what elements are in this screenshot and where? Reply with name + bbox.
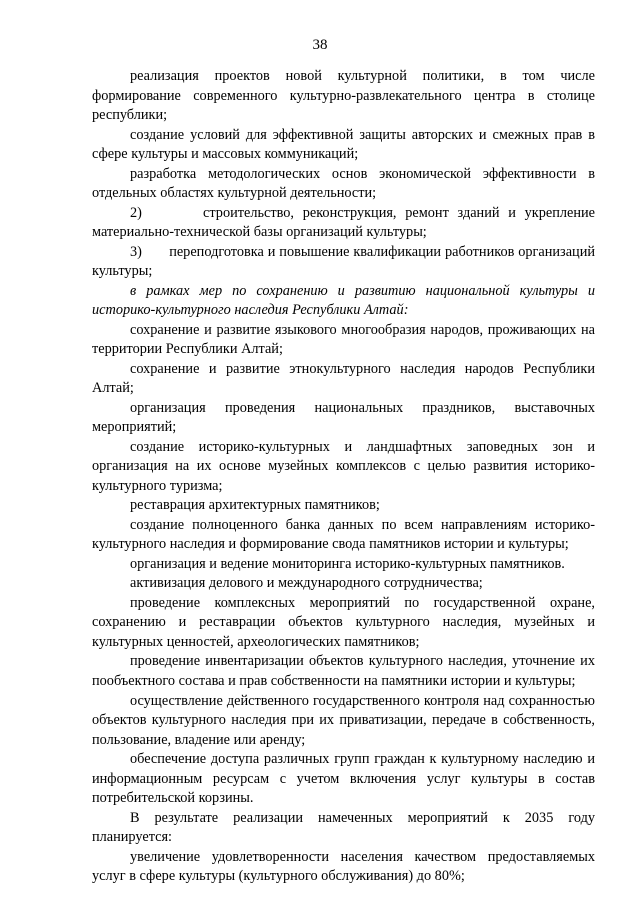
paragraph: сохранение и развитие языкового многообразия народов, проживающих на территории Республики Алтай; — [92, 321, 595, 358]
paragraph: организация и ведение мониторинга историко-культурных памятников. — [130, 555, 565, 572]
paragraph: реализация проектов новой культурной политики, в том числе формирование современного культурно-развлекательного центра в столице республики; — [92, 68, 595, 124]
section-heading: в рамках мер по сохранению и развитию национальной культуры и историко-культурного наследия Республики Алтай: — [92, 282, 595, 319]
body-text — [92, 67, 595, 887]
paragraph: создание полноценного банка данных по всем направлениям историко-культурного наследия и формирование свода памятников истории и культуры; — [92, 516, 595, 553]
paragraph: реставрация архитектурных памятников; — [130, 497, 380, 514]
paragraph: создание условий для эффективной защиты авторских и смежных прав в сфере культуры и массовых коммуникаций; — [92, 126, 595, 163]
paragraph: 3) переподготовка и повышение квалификации работников организаций культуры; — [92, 243, 595, 280]
paragraph: проведение инвентаризации объектов культурного наследия, уточнение их пообъектного состава и прав собственности на памятники истории и культуры; — [92, 653, 595, 689]
page-number: 38 — [312, 37, 328, 53]
paragraph: проведение комплексных мероприятий по государственной охране, сохранению и реставрации объектов культурного наследия, музейных и культурных ценностей, археологических памятников; — [92, 594, 595, 650]
paragraph: 2) строительство, реконструкция, ремонт зданий и укрепление материально-технической базы организаций культуры; — [92, 204, 595, 241]
paragraph: обеспечение доступа различных групп граждан к культурному наследию и информационным ресурсам с учетом включения услуг культуры в состав потребительской корзины. — [92, 751, 595, 807]
paragraph: увеличение удовлетворенности населения качеством предоставляемых услуг в сфере культуры (культурного обслуживания) до 80%; — [92, 848, 595, 885]
paragraph: создание историко-культурных и ландшафтных заповедных зон и организация на их основе музейных комплексов с целью развития историко-культурного туризма; — [92, 438, 595, 494]
paragraph: сохранение и развитие этнокультурного наследия народов Республики Алтай; — [92, 360, 595, 397]
paragraph: организация проведения национальных праздников, выставочных мероприятий; — [92, 399, 595, 436]
paragraph: разработка методологических основ экономической эффективности в отдельных областях культурной деятельности; — [92, 165, 595, 202]
paragraph: осуществление действенного государственного контроля над сохранностью объектов культурного наследия при их приватизации, передаче в собственность, пользование, владение или аренду; — [92, 692, 595, 748]
paragraph: активизация делового и международного сотрудничества; — [130, 575, 483, 592]
paragraph: В результате реализации намеченных мероприятий к 2035 году планируется: — [92, 809, 595, 846]
